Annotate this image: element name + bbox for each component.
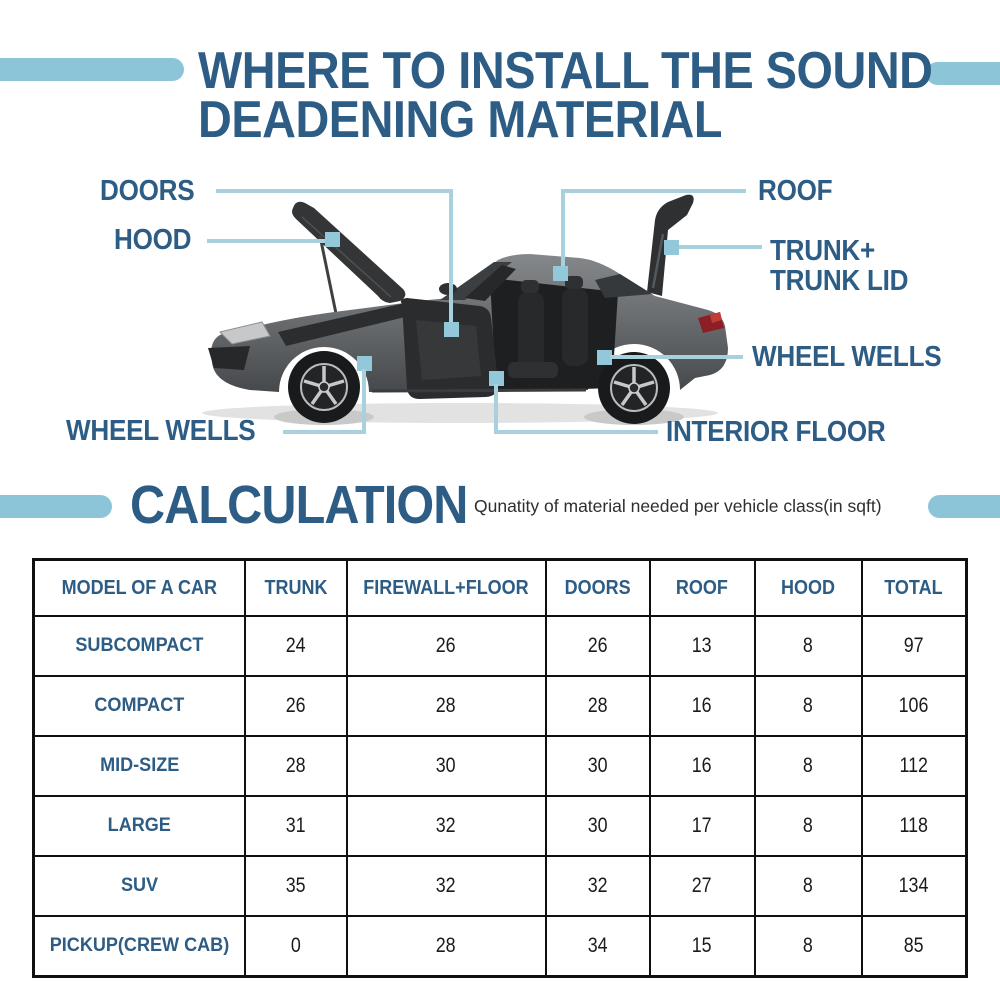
cell-text: 28 xyxy=(436,694,456,717)
seat-base xyxy=(508,362,558,378)
trunk-connector-h xyxy=(679,245,762,249)
cell-value xyxy=(650,856,755,916)
header-model-of-a-car xyxy=(34,560,245,617)
roof-connector-v xyxy=(561,189,565,268)
cell-text: 24 xyxy=(285,634,306,657)
doors-connector-v xyxy=(449,189,453,330)
header-text: HOOD xyxy=(781,576,835,599)
calculation-subtitle: Qunatity of material needed per vehicle class(in sqft) xyxy=(474,496,882,516)
interior-floor-label-text: INTERIOR FLOOR xyxy=(666,416,886,448)
doors-connector-h xyxy=(216,189,453,193)
material-quantity-table xyxy=(32,558,968,978)
roof-marker-square xyxy=(553,266,568,281)
cell-value xyxy=(245,616,347,676)
cell-value xyxy=(546,676,650,736)
cell-text: 118 xyxy=(899,814,928,837)
header-firewall-floor xyxy=(347,560,546,617)
cell-value xyxy=(650,796,755,856)
header-text: ROOF xyxy=(675,576,729,599)
wheel-wells-right-label-text: WHEEL WELLS xyxy=(752,341,942,373)
calculation-heading xyxy=(130,477,505,533)
calc-accent-bar-right xyxy=(928,495,1000,518)
row-label xyxy=(34,916,245,977)
cell-text: 26 xyxy=(285,694,306,717)
title-accent-bar-left xyxy=(0,58,184,81)
cell-text: 106 xyxy=(898,694,929,717)
cell-value xyxy=(755,916,862,977)
cell-text: 8 xyxy=(803,934,813,957)
cell-text: 27 xyxy=(692,874,712,897)
callout-label-wheel-wells-left xyxy=(66,416,276,446)
cell-text: 85 xyxy=(903,934,924,957)
front-seat-headrest xyxy=(521,280,539,293)
callout-label-hood xyxy=(114,225,200,255)
cell-text: 32 xyxy=(436,814,456,837)
cell-text: 32 xyxy=(587,874,608,897)
header-text: TRUNK xyxy=(264,576,327,599)
row-label-text: SUBCOMPACT xyxy=(75,635,204,656)
row-label-text: MID-SIZE xyxy=(99,755,179,776)
hood-connector-h xyxy=(207,239,328,243)
cell-text: 32 xyxy=(436,874,456,897)
cell-text: 35 xyxy=(285,874,306,897)
row-label xyxy=(34,676,245,736)
cell-text: 30 xyxy=(587,814,608,837)
trunk-label-line2: TRUNK LID xyxy=(770,265,909,297)
cell-value xyxy=(546,856,650,916)
page-title-line2: DEADENING MATERIAL xyxy=(198,91,723,149)
header-text: FIREWALL+FLOOR xyxy=(363,576,529,599)
cell-value xyxy=(347,916,546,977)
row-label xyxy=(34,736,245,796)
cell-value xyxy=(546,736,650,796)
cell-value xyxy=(862,916,967,977)
cell-value xyxy=(862,736,967,796)
header-hood xyxy=(755,560,862,617)
header-trunk xyxy=(245,560,347,617)
row-label xyxy=(34,796,245,856)
cell-value xyxy=(347,616,546,676)
cell-value xyxy=(862,796,967,856)
side-mirror xyxy=(439,283,457,295)
cell-value xyxy=(650,676,755,736)
roof-label-text: ROOF xyxy=(758,175,833,207)
wheel-wells-right-connector-h xyxy=(610,355,743,359)
cell-text: 26 xyxy=(587,634,608,657)
cell-text: 17 xyxy=(692,814,712,837)
row-label xyxy=(34,616,245,676)
front-seat xyxy=(518,292,544,372)
cell-text: 28 xyxy=(436,934,456,957)
cell-text: 31 xyxy=(285,814,306,837)
header-total xyxy=(862,560,967,617)
cell-value xyxy=(347,796,546,856)
hood-label-text: HOOD xyxy=(114,224,192,256)
cell-text: 30 xyxy=(587,754,608,777)
cell-value xyxy=(650,736,755,796)
trunk-label-line1: TRUNK+ xyxy=(770,235,875,267)
page-title-line1: WHERE TO INSTALL THE SOUND xyxy=(198,42,933,100)
calculation-heading-text: CALCULATION xyxy=(130,475,468,535)
table-row-mid-size xyxy=(34,736,967,796)
callout-label-roof xyxy=(758,176,841,206)
doors-marker-square xyxy=(444,322,459,337)
callout-label-doors xyxy=(100,176,205,206)
cell-value xyxy=(245,736,347,796)
cell-value xyxy=(862,856,967,916)
cell-value xyxy=(862,676,967,736)
cell-text: 28 xyxy=(285,754,306,777)
cell-value xyxy=(650,916,755,977)
cell-text: 16 xyxy=(692,694,712,717)
header-text: TOTAL xyxy=(884,576,943,599)
header-text: MODEL OF A CAR xyxy=(61,576,217,599)
header-doors xyxy=(546,560,650,617)
cell-value xyxy=(862,616,967,676)
header-roof xyxy=(650,560,755,617)
doors-label-text: DOORS xyxy=(100,175,195,207)
cell-text: 134 xyxy=(898,874,929,897)
cell-text: 8 xyxy=(803,694,813,717)
cell-text: 0 xyxy=(290,934,301,957)
trunk-marker-square xyxy=(664,240,679,255)
wheel-wells-left-connector-v xyxy=(362,369,366,432)
cell-value xyxy=(546,616,650,676)
interior-floor-connector-h xyxy=(494,430,658,434)
cell-value xyxy=(546,916,650,977)
table-row-suv xyxy=(34,856,967,916)
cell-text: 112 xyxy=(899,754,928,777)
table-row-compact xyxy=(34,676,967,736)
row-label-text: LARGE xyxy=(107,815,171,836)
cell-value xyxy=(755,856,862,916)
cell-text: 26 xyxy=(436,634,456,657)
row-label-text: COMPACT xyxy=(94,695,185,716)
cell-text: 28 xyxy=(587,694,608,717)
cell-value xyxy=(245,916,347,977)
cell-value xyxy=(245,796,347,856)
wheel-wells-left-connector-h xyxy=(283,430,366,434)
header-text: DOORS xyxy=(564,576,631,599)
table-row-subcompact xyxy=(34,616,967,676)
cell-value xyxy=(347,856,546,916)
cell-text: 34 xyxy=(587,934,608,957)
row-label-text: SUV xyxy=(120,875,158,896)
roof-connector-h xyxy=(561,189,746,193)
hood-edge-highlight xyxy=(302,217,391,297)
cell-text: 97 xyxy=(903,634,924,657)
cell-text: 15 xyxy=(692,934,712,957)
row-label-text: PICKUP(CREW CAB) xyxy=(49,935,229,956)
rear-seat xyxy=(562,288,588,366)
table-row-pickup-crew-cab xyxy=(34,916,967,977)
cell-value xyxy=(546,796,650,856)
callout-label-interior-floor xyxy=(666,417,910,447)
cell-value xyxy=(245,856,347,916)
cell-text: 8 xyxy=(803,814,813,837)
cell-value xyxy=(245,676,347,736)
rocker-panel xyxy=(372,390,586,391)
cell-value xyxy=(347,676,546,736)
callout-label-trunk xyxy=(770,236,924,296)
wheel-wells-left-label-text: WHEEL WELLS xyxy=(66,415,256,447)
table-header-row xyxy=(34,560,967,617)
cell-text: 8 xyxy=(803,754,813,777)
front-wheel xyxy=(288,351,360,423)
cell-text: 8 xyxy=(803,634,813,657)
row-label xyxy=(34,856,245,916)
hood-panel xyxy=(292,202,405,303)
hood-marker-square xyxy=(325,232,340,247)
interior-floor-connector-v xyxy=(494,384,498,434)
cell-text: 8 xyxy=(803,874,813,897)
callout-label-wheel-wells-right xyxy=(752,342,962,372)
cell-value xyxy=(755,676,862,736)
cell-value xyxy=(755,736,862,796)
cell-value xyxy=(755,616,862,676)
cell-value xyxy=(650,616,755,676)
cell-text: 13 xyxy=(692,634,712,657)
car-illustration xyxy=(150,170,790,430)
cell-text: 30 xyxy=(436,754,456,777)
cell-value xyxy=(755,796,862,856)
cell-value xyxy=(347,736,546,796)
table-row-large xyxy=(34,796,967,856)
cell-text: 16 xyxy=(692,754,712,777)
page-title xyxy=(198,42,1000,149)
calc-accent-bar-left xyxy=(0,495,112,518)
front-intake xyxy=(208,346,250,370)
